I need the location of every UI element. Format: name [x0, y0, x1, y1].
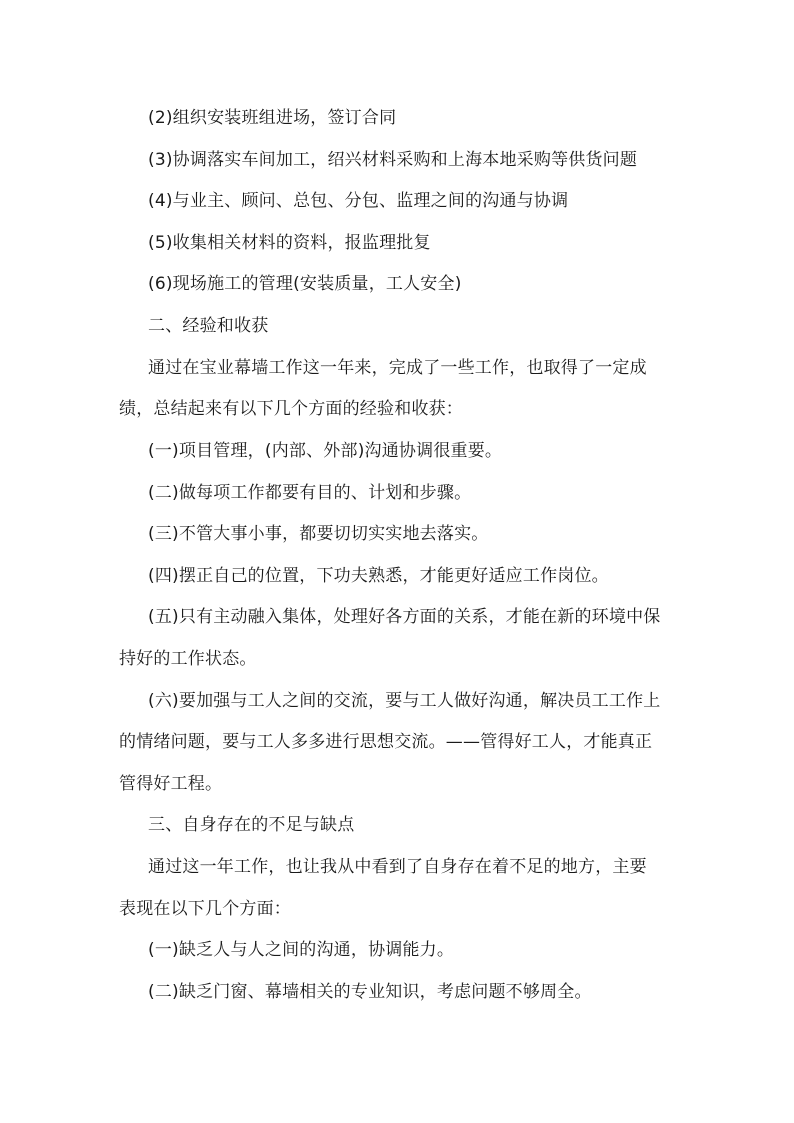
- paragraph-line: (二)缺乏门窗、幕墙相关的专业知识，考虑问题不够周全。: [148, 982, 592, 1002]
- paragraph-line: (四)摆正自己的位置，下功夫熟悉，才能更好适应工作岗位。: [148, 566, 609, 586]
- paragraph-line: 管得好工程。: [119, 774, 223, 794]
- paragraph-line: 的情绪问题，要与工人多多进行思想交流。——管得好工人，才能真正: [119, 732, 653, 752]
- paragraph-line: 通过在宝业幕墙工作这一年来，完成了一些工作，也取得了一定成: [148, 358, 647, 378]
- paragraph-line: (一)项目管理，(内部、外部)沟通协调很重要。: [148, 441, 503, 461]
- paragraph-line: (二)做每项工作都要有目的、计划和步骤。: [148, 483, 472, 503]
- section-heading: 三、自身存在的不足与缺点: [148, 815, 355, 835]
- paragraph-line: (2)组织安装班组进场，签订合同: [148, 108, 397, 128]
- paragraph-line: 表现在以下几个方面：: [119, 899, 291, 919]
- paragraph-line: 持好的工作状态。: [119, 649, 257, 669]
- paragraph-line: (4)与业主、顾问、总包、分包、监理之间的沟通与协调: [148, 191, 569, 211]
- paragraph-line: (3)协调落实车间加工，绍兴材料采购和上海本地采购等供货问题: [148, 150, 638, 170]
- section-heading: 二、经验和收获: [148, 316, 269, 336]
- paragraph-line: 绩，总结起来有以下几个方面的经验和收获：: [119, 399, 463, 419]
- paragraph-line: (六)要加强与工人之间的交流，要与工人做好沟通，解决员工工作上: [148, 691, 661, 711]
- paragraph-line: (三)不管大事小事，都要切切实实地去落实。: [148, 524, 489, 544]
- paragraph-line: (6)现场施工的管理(安装质量，工人安全): [148, 274, 462, 294]
- paragraph-line: 通过这一年工作，也让我从中看到了自身存在着不足的地方，主要: [148, 857, 647, 877]
- paragraph-line: (五)只有主动融入集体，处理好各方面的关系，才能在新的环境中保: [148, 607, 661, 627]
- paragraph-line: (一)缺乏人与人之间的沟通，协调能力。: [148, 940, 455, 960]
- paragraph-line: (5)收集相关材料的资料，报监理批复: [148, 233, 431, 253]
